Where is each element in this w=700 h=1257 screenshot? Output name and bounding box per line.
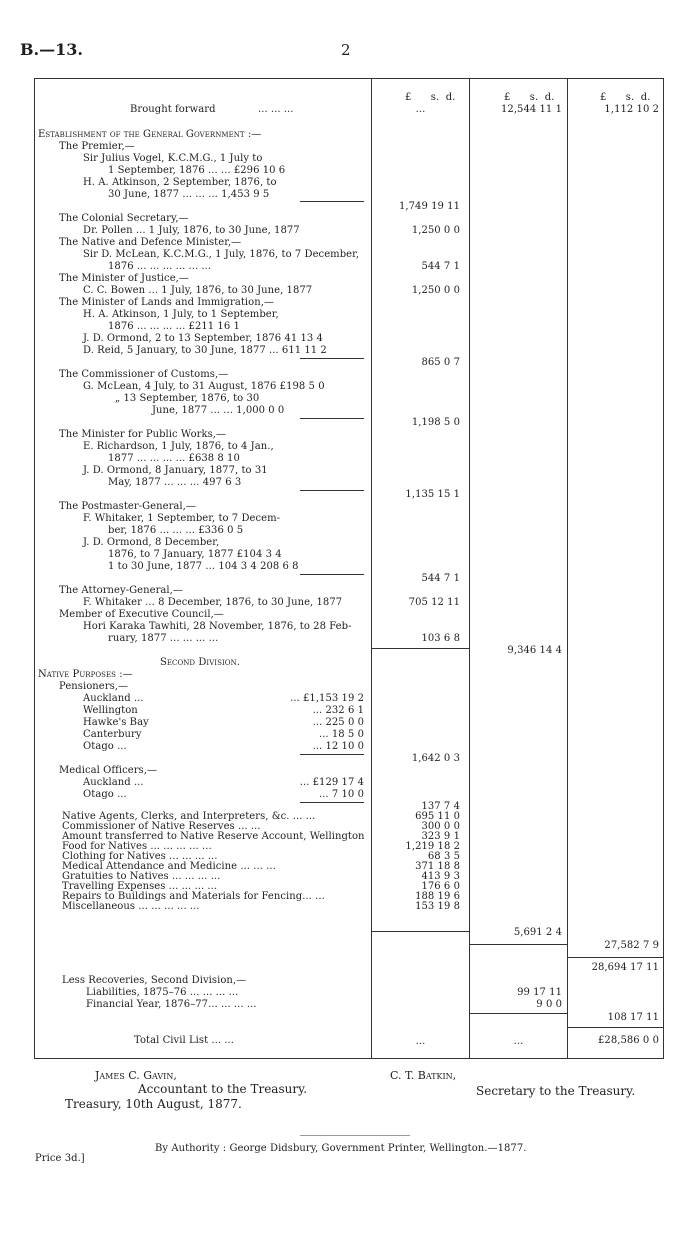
pension-place: Auckland ... — [83, 693, 144, 704]
postmaster-line: 1 to 30 June, 1877 ... 104 3 4 208 6 8 — [108, 561, 299, 572]
lands-line: 1876 ... ... ... ... £211 16 1 — [108, 321, 240, 332]
customs-line: June, 1877 ... ... 1,000 0 0 — [152, 405, 285, 416]
executive-line: Hori Karaka Tawhiti, 28 November, 1876, to 28 Feb- — [83, 621, 352, 632]
signatory-right-title: Secretary to the Treasury. — [476, 1084, 636, 1098]
native-item-label: Miscellaneous ... ... ... ... ... — [62, 901, 200, 912]
premier-total: 1,749 19 11 — [399, 201, 460, 212]
document-reference: B.—13. — [20, 40, 83, 59]
customs-total: 1,198 5 0 — [411, 417, 460, 428]
lands-line: D. Reid, 5 January, to 30 June, 1877 ... 611 11 2 — [83, 345, 327, 356]
printer-authority: By Authority : George Didsbury, Government Printer, Wellington.—1877. — [155, 1143, 527, 1154]
page-number: 2 — [341, 41, 351, 59]
native-defence-line: 1876 ... ... ... ... ... ... — [108, 261, 212, 272]
customs-line: „ 13 September, 1876, to 30 — [115, 393, 260, 404]
items-column-header: £ s. d. — [405, 92, 456, 103]
signatory-left-name: James C. Gavin, — [95, 1069, 177, 1082]
works-total: 1,135 15 1 — [405, 489, 460, 500]
total-civil-list-label: Total Civil List ... ... — [134, 1035, 234, 1046]
postmaster-title: The Postmaster-General,— — [59, 501, 196, 512]
native-item-amount: 323 9 1 — [421, 831, 460, 842]
establishment-heading: Establishment of the General Government :— — [38, 129, 262, 140]
brought-forward-items: ... — [415, 104, 426, 115]
lands-total: 865 0 7 — [421, 357, 460, 368]
native-item-label: Clothing for Natives ... ... ... ... — [62, 851, 218, 862]
pension-amount: ... 12 10 0 — [312, 741, 364, 752]
brought-forward-subtotal: 12,544 11 1 — [501, 104, 562, 115]
price-note: Price 3d.] — [35, 1153, 85, 1164]
native-item-label: Travelling Expenses ... ... ... ... — [62, 881, 218, 892]
native-item-amount: 153 19 8 — [415, 901, 460, 912]
justice-total: 1,250 0 0 — [411, 285, 460, 296]
native-item-amount: 176 6 0 — [421, 881, 460, 892]
native-defence-title: The Native and Defence Minister,— — [59, 237, 242, 248]
native-item-amount: 695 11 0 — [415, 811, 460, 822]
recoveries-title: Less Recoveries, Second Division,— — [62, 975, 247, 986]
pension-place: Hawke's Bay — [83, 717, 149, 728]
native-purposes-heading: Native Purposes :— — [38, 669, 133, 680]
executive-title: Member of Executive Council,— — [59, 609, 224, 620]
recoveries-amount: 9 0 0 — [536, 999, 562, 1010]
pension-amount: ... 18 5 0 — [318, 729, 364, 740]
medical-amount: ... £129 17 4 — [299, 777, 364, 788]
signatory-left-title: Accountant to the Treasury. — [138, 1082, 308, 1096]
works-line: E. Richardson, 1 July, 1876, to 4 Jan., — [83, 441, 274, 452]
recoveries-total: 108 17 11 — [607, 1012, 659, 1023]
total-civil-list-items: ... — [415, 1036, 426, 1047]
total-after-second-division: 27,582 7 9 — [604, 940, 659, 951]
pension-place: Wellington — [83, 705, 138, 716]
works-title: The Minister for Public Works,— — [59, 429, 227, 440]
total-civil-list-subtotal: ... — [513, 1036, 524, 1047]
native-item-amount: 1,219 18 2 — [405, 841, 460, 852]
total-civil-list-total: £28,586 0 0 — [598, 1035, 659, 1046]
premier-line: 1 September, 1876 ... ... £296 10 6 — [108, 165, 286, 176]
executive-total: 103 6 8 — [421, 633, 460, 644]
establishment-subtotal: 9,346 14 4 — [507, 645, 562, 656]
medical-officers-total: 137 7 4 — [421, 801, 460, 812]
premier-line: H. A. Atkinson, 2 September, 1876, to — [83, 177, 277, 188]
brought-forward-dots: ... ... ... — [258, 104, 294, 115]
medical-place: Otago ... — [83, 789, 127, 800]
lands-title: The Minister of Lands and Immigration,— — [59, 297, 275, 308]
native-item-label: Amount transferred to Native Reserve Account, Wellington — [62, 831, 365, 842]
native-item-amount: 300 0 0 — [421, 821, 460, 832]
native-item-label: Gratuities to Natives ... ... ... ... — [62, 871, 221, 882]
customs-title: The Commissioner of Customs,— — [59, 369, 229, 380]
recoveries-line: Liabilities, 1875–76 ... ... ... ... — [86, 987, 239, 998]
signatory-right-name: C. T. Batkin, — [390, 1069, 457, 1082]
medical-place: Auckland ... — [83, 777, 144, 788]
recoveries-line: Financial Year, 1876–77... ... ... ... — [86, 999, 257, 1010]
postmaster-line: 1876, to 7 January, 1877 £104 3 4 — [108, 549, 282, 560]
justice-line: C. C. Bowen ... 1 July, 1876, to 30 June, 1877 — [83, 285, 313, 296]
native-item-label: Medical Attendance and Medicine ... ... ... — [62, 861, 276, 872]
pensioners-title: Pensioners,— — [59, 681, 129, 692]
pension-place: Otago ... — [83, 741, 127, 752]
attorney-total: 705 12 11 — [408, 597, 460, 608]
subtotals-column-header: £ s. d. — [504, 92, 555, 103]
native-defence-line: Sir D. McLean, K.C.M.G., 1 July, 1876, to 7 December, — [83, 249, 360, 260]
brought-forward-label: Brought forward — [130, 104, 216, 115]
native-item-amount: 371 18 8 — [415, 861, 460, 872]
postmaster-line: J. D. Ormond, 8 December, — [83, 537, 220, 548]
brought-forward-total: 1,112 10 2 — [604, 104, 659, 115]
second-division-heading: Second Division. — [160, 657, 240, 668]
lands-line: J. D. Ormond, 2 to 13 September, 1876 41 13 4 — [83, 333, 323, 344]
pension-amount: ... 232 6 1 — [312, 705, 364, 716]
lands-line: H. A. Atkinson, 1 July, to 1 September, — [83, 309, 279, 320]
works-line: 1877 ... ... ... ... £638 8 10 — [108, 453, 240, 464]
native-item-amount: 188 19 6 — [415, 891, 460, 902]
premier-line: Sir Julius Vogel, K.C.M.G., 1 July to — [83, 153, 263, 164]
postmaster-line: ber, 1876 ... ... ... £336 0 5 — [108, 525, 244, 536]
pension-amount: ... 225 0 0 — [312, 717, 364, 728]
colonial-total: 1,250 0 0 — [411, 225, 460, 236]
colonial-title: The Colonial Secretary,— — [59, 213, 189, 224]
works-line: May, 1877 ... ... ... 497 6 3 — [108, 477, 242, 488]
native-item-label: Repairs to Buildings and Materials for Fencing... ... — [62, 891, 325, 902]
second-division-subtotal: 5,691 2 4 — [513, 927, 562, 938]
premier-line: 30 June, 1877 ... ... ... 1,453 9 5 — [108, 189, 270, 200]
postmaster-total: 544 7 1 — [421, 573, 460, 584]
colonial-line: Dr. Pollen ... 1 July, 1876, to 30 June, 1877 — [83, 225, 300, 236]
executive-line: ruary, 1877 ... ... ... ... — [108, 633, 219, 644]
customs-line: G. McLean, 4 July, to 31 August, 1876 £198 5 0 — [83, 381, 325, 392]
attorney-title: The Attorney-General,— — [59, 585, 183, 596]
premier-title: The Premier,— — [59, 141, 135, 152]
medical-amount: ... 7 10 0 — [318, 789, 364, 800]
native-item-amount: 68 3 5 — [427, 851, 460, 862]
pensioners-total: 1,642 0 3 — [411, 753, 460, 764]
native-item-label: Food for Natives ... ... ... ... ... — [62, 841, 212, 852]
pension-amount: ... £1,153 19 2 — [290, 693, 364, 704]
works-line: J. D. Ormond, 8 January, 1877, to 31 — [83, 465, 268, 476]
native-defence-total: 544 7 1 — [421, 261, 460, 272]
attorney-line: F. Whitaker ... 8 December, 1876, to 30 June, 1877 — [83, 597, 343, 608]
pension-place: Canterbury — [83, 729, 142, 740]
signature-place-date: Treasury, 10th August, 1877. — [65, 1097, 242, 1111]
native-item-label: Native Agents, Clerks, and Interpreters, &c. ... ... — [62, 811, 316, 822]
postmaster-line: F. Whitaker, 1 September, to 7 Decem- — [83, 513, 281, 524]
grand-total: 28,694 17 11 — [591, 962, 659, 973]
native-item-label: Commissioner of Native Reserves ... ... — [62, 821, 261, 832]
recoveries-amount: 99 17 11 — [517, 987, 562, 998]
totals-column-header: £ s. d. — [600, 92, 651, 103]
medical-officers-title: Medical Officers,— — [59, 765, 158, 776]
native-item-amount: 413 9 3 — [421, 871, 460, 882]
justice-title: The Minister of Justice,— — [59, 273, 189, 284]
